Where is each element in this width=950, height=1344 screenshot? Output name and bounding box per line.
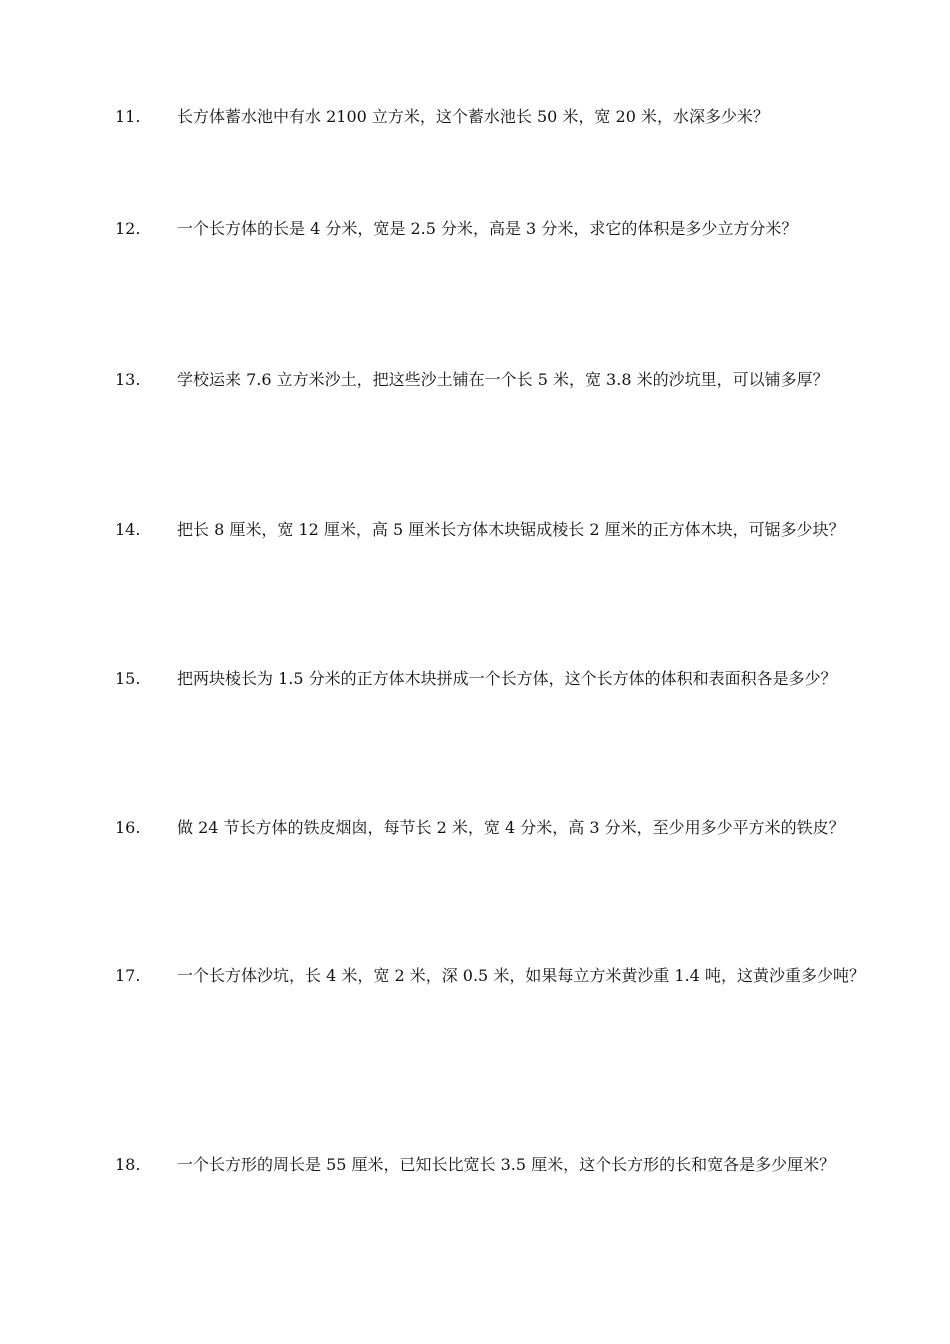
problem-text: 一个长方体的长是 4 分米，宽是 2.5 分米，高是 3 分米，求它的体积是多少立方分米？ <box>177 219 798 238</box>
problem-number: 16. <box>115 818 141 837</box>
problem-text: 做 24 节长方体的铁皮烟囱，每节长 2 米，宽 4 分米，高 3 分米，至少用多少平方米的铁皮？ <box>177 818 845 837</box>
problem-13 <box>115 361 865 398</box>
problem-number: 11. <box>115 107 141 126</box>
problem-number: 15. <box>115 669 141 688</box>
problem-18 <box>115 1146 865 1183</box>
problem-number: 13. <box>115 370 141 389</box>
problem-text: 把长 8 厘米，宽 12 厘米，高 5 厘米长方体木块锯成棱长 2 厘米的正方体木块，可锯多少块？ <box>177 520 845 539</box>
problem-text: 长方体蓄水池中有水 2100 立方米，这个蓄水池长 50 米，宽 20 米，水深多少米？ <box>177 107 769 126</box>
problem-text: 把两块棱长为 1.5 分米的正方体木块拼成一个长方体，这个长方体的体积和表面积各是多少？ <box>177 669 837 688</box>
problem-text: 一个长方形的周长是 55 厘米，已知长比宽长 3.5 厘米，这个长方形的长和宽各是多少厘米？ <box>177 1155 836 1174</box>
problem-number: 12. <box>115 219 141 238</box>
problem-text: 学校运来 7.6 立方米沙土，把这些沙土铺在一个长 5 米，宽 3.8 米的沙坑里，可以铺多厚？ <box>177 370 829 389</box>
problem-17 <box>115 957 865 994</box>
problem-number: 14. <box>115 520 141 539</box>
problem-number: 17. <box>115 966 141 985</box>
problem-14 <box>115 511 865 548</box>
problem-12 <box>115 210 865 247</box>
problem-number: 18. <box>115 1155 141 1174</box>
problem-15 <box>115 660 865 697</box>
problem-16 <box>115 809 865 846</box>
problem-11 <box>115 98 865 135</box>
problem-text: 一个长方体沙坑，长 4 米，宽 2 米，深 0.5 米，如果每立方米黄沙重 1.4 吨，这黄沙重多少吨？ <box>177 966 865 985</box>
